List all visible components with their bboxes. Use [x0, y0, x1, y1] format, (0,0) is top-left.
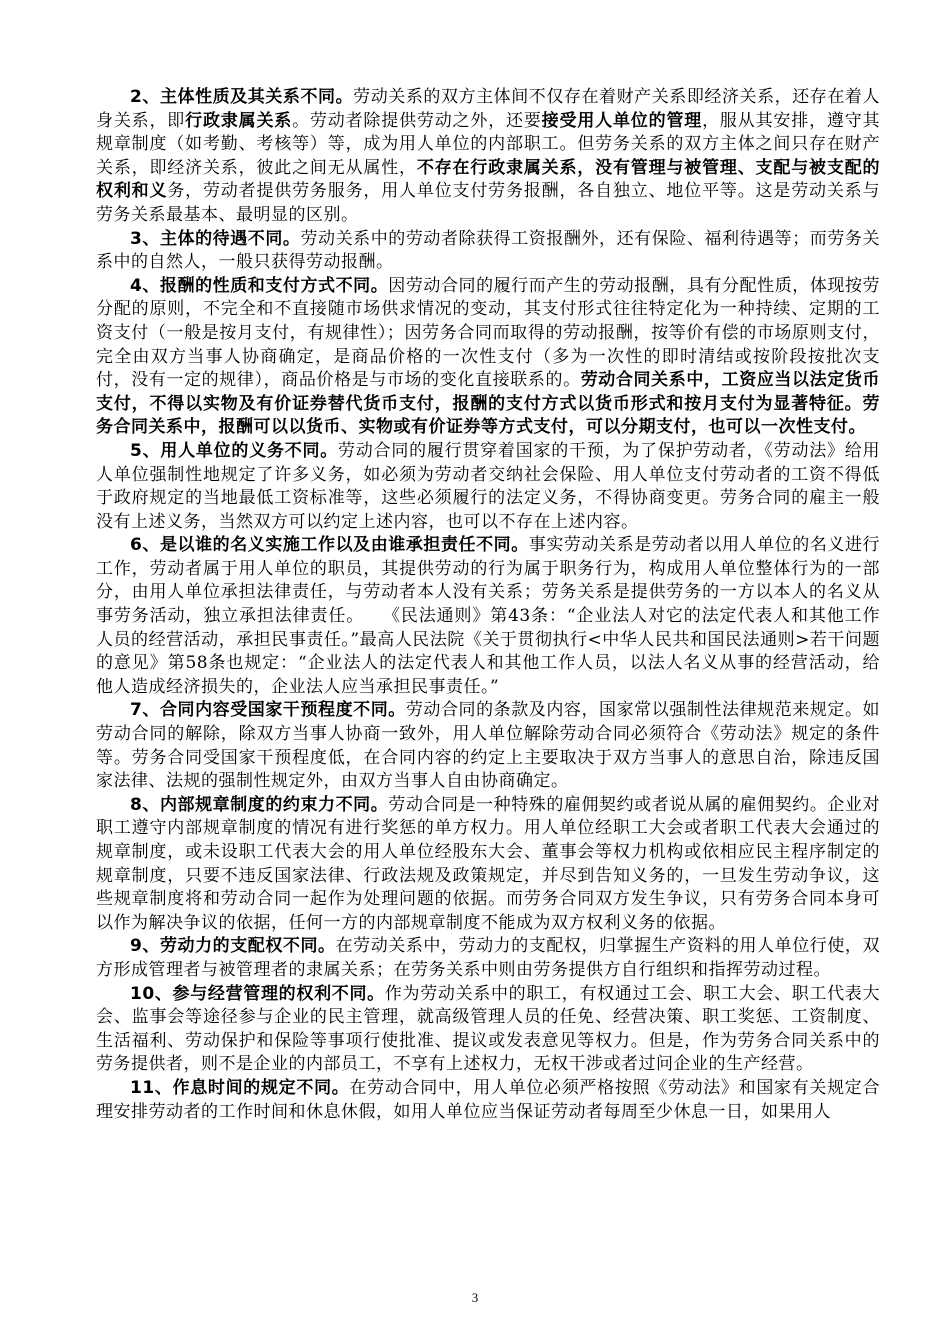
paragraph-p6 [96, 534, 880, 699]
bold-text: 10、参与经营管理的权利不同。 [130, 983, 385, 1004]
bold-text: 劳动合同关系中，工资应当以法定货币支付，不得以实物及有价证券替代货币支付，报酬的支付方式以货币形式和按月支付为显著特征。劳务合同关系中，报酬可以以货币、实物或有价证券等方式支付，可以分期支付，也可以一次性支付。 [96, 370, 881, 438]
body-text: 事实劳动关系是劳动者以用人单位的名义进行工作，劳动者属于用人单位的职员，其提供劳动的行为属于职务行为，构成用人单位整体行为的一部分，由用人单位承担法律责任，与劳动者本人没有关系；劳务关系是提供劳务的一方以本人的名义从事劳务活动，独立承担法律责任。 《民法通则》第43条：“企业法人对它的法定代表人和其他工作人员的经营活动，承担民事责任。”最高人民法院《关于贯彻执行<中华人民共和国民法通则>若干问题的意见》第58条也规定：“企业法人的法定代表人和其他工作人员，以法人名义从事的经营活动，给他人造成经济损失的，企业法人应当承担民事责任。” [96, 535, 881, 697]
bold-text: 接受用人单位的管理 [541, 110, 703, 131]
paragraph-p5 [96, 440, 880, 534]
bold-text: 8、内部规章制度的约束力不同。 [130, 794, 389, 815]
body-text: 劳动合同的履行贯穿着国家的干预，为了保护劳动者，《劳动法》给用人单位强制性地规定了许多义务，如必须为劳动者交纳社会保险、用人单位支付劳动者的工资不得低于政府规定的当地最低工资标准等，这些必须履行的法定义务，不得协商变更。劳务合同的雇主一般没有上述义务，当然双方可以约定上述内容，也可以不存在上述内容。 [96, 440, 881, 532]
paragraph-p11 [96, 1077, 880, 1124]
bold-text: 不存在行政隶属关系，没有管理与被管理、支配与被支配的权利和义 [96, 157, 881, 202]
body-text: 在劳动关系中，劳动力的支配权，归掌握生产资料的用人单位行使，双方形成管理者与被管理者的隶属关系；在劳务关系中则由劳务提供方自行组织和指挥劳动过程。 [96, 936, 881, 980]
page-number: 3 [471, 1290, 479, 1305]
bold-text: 11、作息时间的规定不同。 [130, 1077, 350, 1098]
bold-text: 2、主体性质及其关系不同。 [130, 87, 354, 107]
document-body [96, 86, 880, 1124]
body-text: 因劳动合同的履行而产生的劳动报酬，具有分配性质，体现按劳分配的原则，不完全和不直接随市场供求情况的变动，其支付形式往往特定化为一种持续、定期的工资支付（一般是按月支付，有规律性）；因劳务合同而取得的劳动报酬，按等价有偿的市场原则支付，完全由双方当事人协商确定，是商品价格的一次性支付（多为一次性的即时清结或按阶段按批次支付，没有一定的规律），商品价格是与市场的变化直接联系的。 [96, 275, 881, 391]
body-text: 劳动合同是一种特殊的雇佣契约或者说从属的雇佣契约。企业对职工遵守内部规章制度的情况有进行奖惩的单方权力。用人单位经职工大会或者职工代表大会通过的规章制度，或未设职工代表大会的用人单位经股东大会、董事会等权力机构或依相应民主程序制定的规章制度，只要不违反国家法律、行政法规及政策规定，并尽到告知义务的，一旦发生劳动争议，这些规章制度将和劳动合同一起作为处理问题的依据。而劳务合同双方发生争议，只有劳务合同本身可以作为解决争议的依据，任何一方的内部规章制度不能成为双方权利义务的依据。 [96, 794, 881, 933]
bold-text: 4、报酬的性质和支付方式不同。 [130, 275, 389, 296]
paragraph-p4 [96, 275, 880, 440]
body-text: 务，劳动者提供劳务服务，用人单位支付劳务报酬，各自独立、地位平等。这是劳动关系与劳务关系最基本、最明显的区别。 [96, 181, 881, 225]
body-text: 在劳动合同中，用人单位必须严格按照《劳动法》和国家有关规定合理安排劳动者的工作时间和休息休假，如用人单位应当保证劳动者每周至少休息一日，如果用人 [96, 1077, 880, 1122]
bold-text: 行政隶属关系 [185, 110, 293, 131]
body-text: 。劳动者除提供劳动之外，还要 [292, 110, 542, 131]
bold-text: 6、是以谁的名义实施工作以及由谁承担责任不同。 [130, 535, 529, 556]
bold-text: 3、主体的待遇不同。 [130, 228, 301, 249]
paragraph-p10 [96, 983, 880, 1077]
body-text: ，服从其安排，遵守其规章制度（如考勤、考核等）等，成为用人单位的内部职工。但劳务关系的双方主体之间只存在财产关系，即经济关系，彼此之间无从属性， [96, 110, 881, 178]
body-text: 劳动关系的双方主体间不仅存在着财产关系即经济关系，还存在着人身关系，即 [96, 87, 880, 131]
body-text: 作为劳动关系中的职工，有权通过工会、职工大会、职工代表大会、监事会等途径参与企业的民主管理，就高级管理人员的任免、经营决策、职工奖惩、工资制度、生活福利、劳动保护和保险等事项行使批准、提议或发表意见等权力。但是，作为劳务合同关系中的劳务提供者，则不是企业的内部员工，不享有上述权力，无权干涉或者过问企业的生产经营。 [96, 983, 880, 1075]
bold-text: 7、合同内容受国家干预程度不同。 [130, 700, 406, 721]
bold-text: 5、用人单位的义务不同。 [130, 440, 339, 461]
paragraph-p9 [96, 935, 880, 982]
body-text: 劳动合同的条款及内容，国家常以强制性法律规范来规定。如劳动合同的解除，除双方当事人协商一致外，用人单位解除劳动合同必须符合《劳动法》规定的条件等。劳务合同受国家干预程度低，在合同内容的约定上主要取决于双方当事人的意思自治，除违反国家法律、法规的强制性规定外，由双方当事人自由协商确定。 [96, 700, 881, 792]
paragraph-p7 [96, 699, 880, 793]
paragraph-p8 [96, 794, 880, 936]
paragraph-p2 [96, 86, 880, 228]
body-text: 劳动关系中的劳动者除获得工资报酬外，还有保险、福利待遇等；而劳务关系中的自然人，一般只获得劳动报酬。 [96, 228, 880, 273]
paragraph-p3 [96, 228, 880, 275]
bold-text: 9、劳动力的支配权不同。 [130, 936, 336, 957]
